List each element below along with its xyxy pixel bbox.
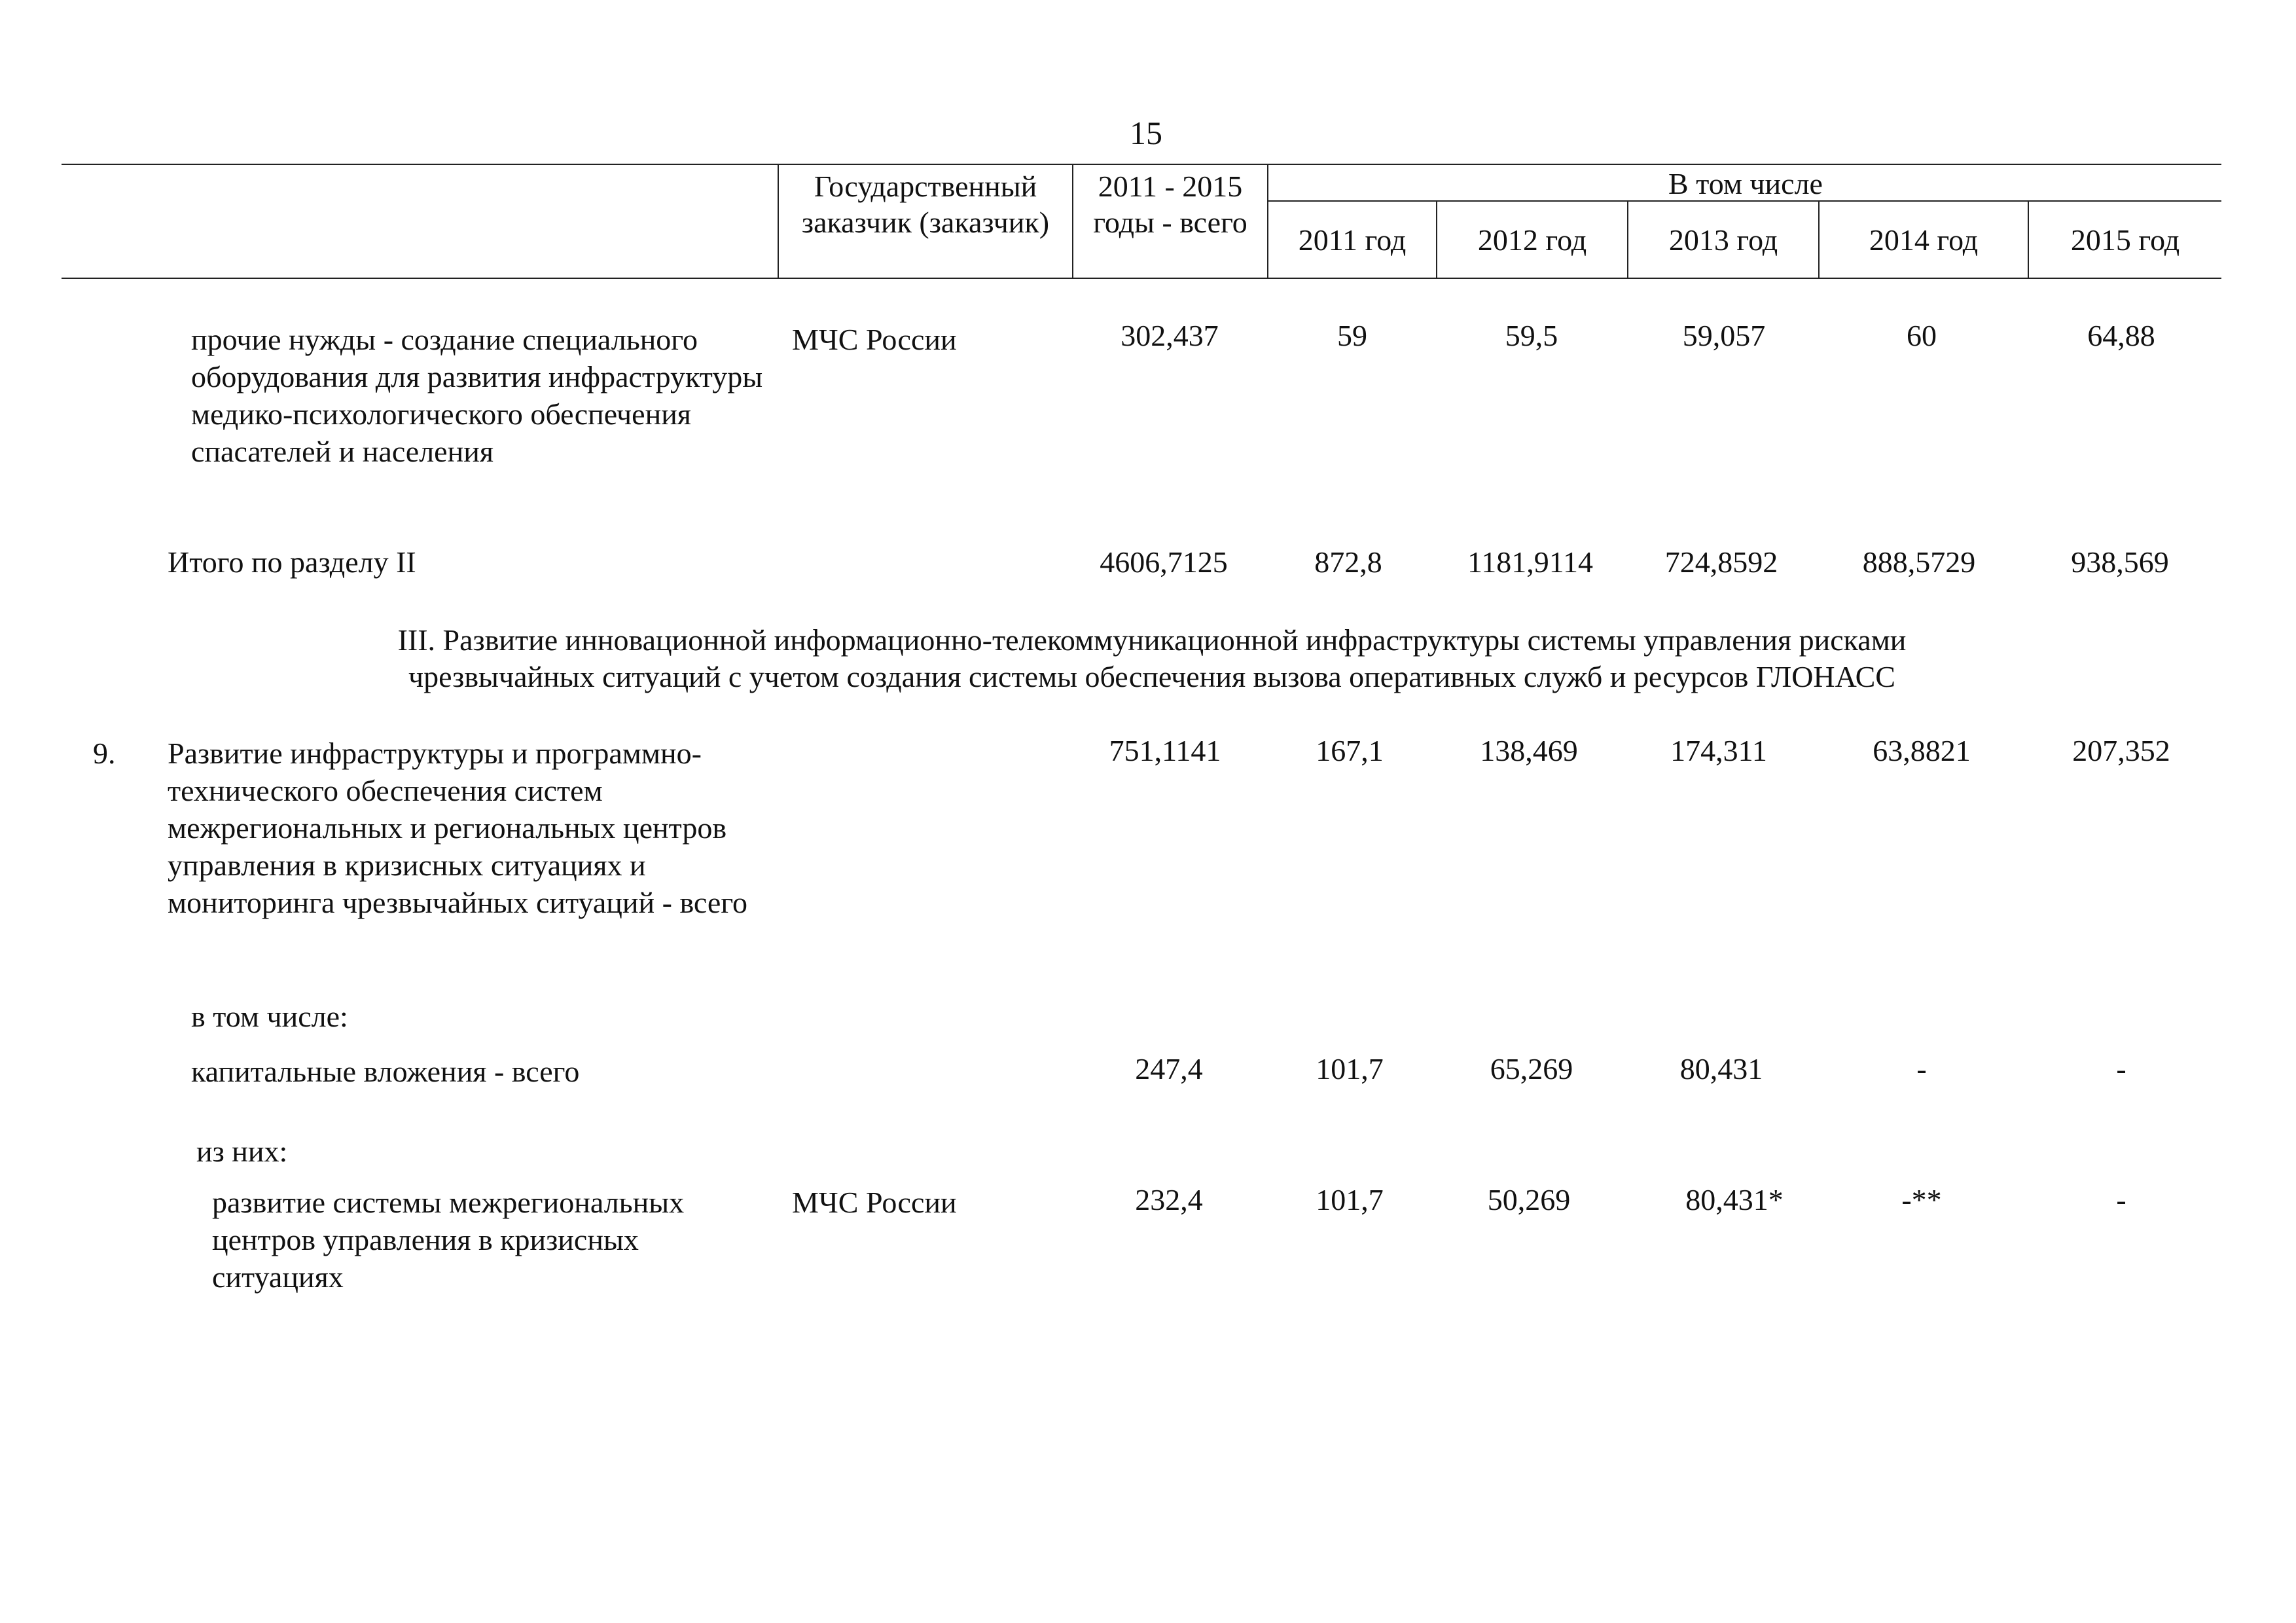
row-year-value: 1181,9114	[1467, 545, 1594, 579]
row-year-value: 101,7	[1316, 1052, 1384, 1085]
header-year: 2014 год	[1869, 223, 1979, 257]
of-them-label: из них:	[196, 1135, 288, 1168]
row-year-value: 60	[1907, 319, 1937, 352]
row-year-value: 101,7	[1316, 1183, 1384, 1216]
row-description: капитальные вложения - всего	[191, 1055, 580, 1088]
col-divider	[778, 164, 779, 279]
header-customer: Государственный заказчик (заказчик)	[801, 170, 1050, 239]
row-description: Развитие инфраструктуры и программно-технического обеспечения систем межрегиональных и региональных центров управления в кризисных ситуациях и мониторинга чрезвычайных ситуаций - всего	[168, 737, 748, 919]
row-year-value: 138,469	[1480, 734, 1578, 767]
header-year: 2012 год	[1477, 223, 1587, 257]
row-year-value: 65,269	[1490, 1052, 1573, 1085]
row-year-value: -	[2116, 1183, 2126, 1216]
row-year-value: 59,057	[1682, 319, 1766, 352]
row-total: 247,4	[1135, 1052, 1203, 1085]
header-bottom-rule	[62, 278, 2221, 279]
row-year-value: 174,311	[1670, 734, 1767, 767]
row-year-value: 64,88	[2087, 319, 2155, 352]
page-number: 15	[1130, 115, 1162, 151]
row-year-value: 80,431	[1679, 1052, 1763, 1085]
row-year-value: 63,8821	[1873, 734, 1971, 767]
col-divider	[1072, 164, 1073, 279]
header-including: В том числе	[1668, 167, 1823, 200]
row-description: Итого по разделу II	[168, 545, 416, 579]
row-total: 302,437	[1121, 319, 1219, 352]
header-year: 2011 год	[1298, 223, 1407, 257]
row-total: 4606,7125	[1100, 545, 1228, 579]
row-year-value: 59,5	[1505, 319, 1558, 352]
row-year-value: 80,431*	[1685, 1183, 1784, 1216]
row-customer: МЧС России	[792, 323, 957, 356]
row-description: прочие нужды - создание специального оборудования для развития инфраструктуры медико-психологического обеспечения спасателей и населения	[191, 323, 763, 468]
header-year: 2013 год	[1668, 223, 1778, 257]
row-description: развитие системы межрегиональных центров управления в кризисных ситуациях	[212, 1186, 685, 1294]
row-customer: МЧС России	[792, 1186, 957, 1219]
row-year-value: 938,569	[2071, 545, 2169, 579]
header-total: 2011 - 2015 годы - всего	[1093, 170, 1247, 239]
row-year-value: 207,352	[2072, 734, 2170, 767]
row-year-value: -	[1916, 1052, 1927, 1085]
row-year-value: 50,269	[1487, 1183, 1571, 1216]
including-label: в том числе:	[191, 1000, 348, 1033]
col-divider	[1267, 164, 1268, 279]
row-year-value: -**	[1901, 1183, 1942, 1216]
row-year-value: 167,1	[1316, 734, 1384, 767]
row-year-value: 59	[1337, 319, 1367, 352]
including-rule	[1268, 200, 2221, 202]
section-heading: III. Развитие инновационной информационно-телекоммуникационной инфраструктуры системы управления рисками чрезвычайных ситуаций с учетом создания системы обеспечения вызова оперативных служб и ресурсов ГЛОНАСС	[397, 623, 1907, 693]
row-number: 9.	[93, 737, 116, 770]
header-top-rule	[62, 164, 2221, 165]
row-year-value: 888,5729	[1862, 545, 1976, 579]
row-total: 751,1141	[1109, 734, 1221, 767]
header-year: 2015 год	[2070, 223, 2180, 257]
row-total: 232,4	[1135, 1183, 1203, 1216]
row-year-value: 724,8592	[1664, 545, 1778, 579]
row-year-value: 872,8	[1314, 545, 1382, 579]
row-year-value: -	[2116, 1052, 2126, 1085]
